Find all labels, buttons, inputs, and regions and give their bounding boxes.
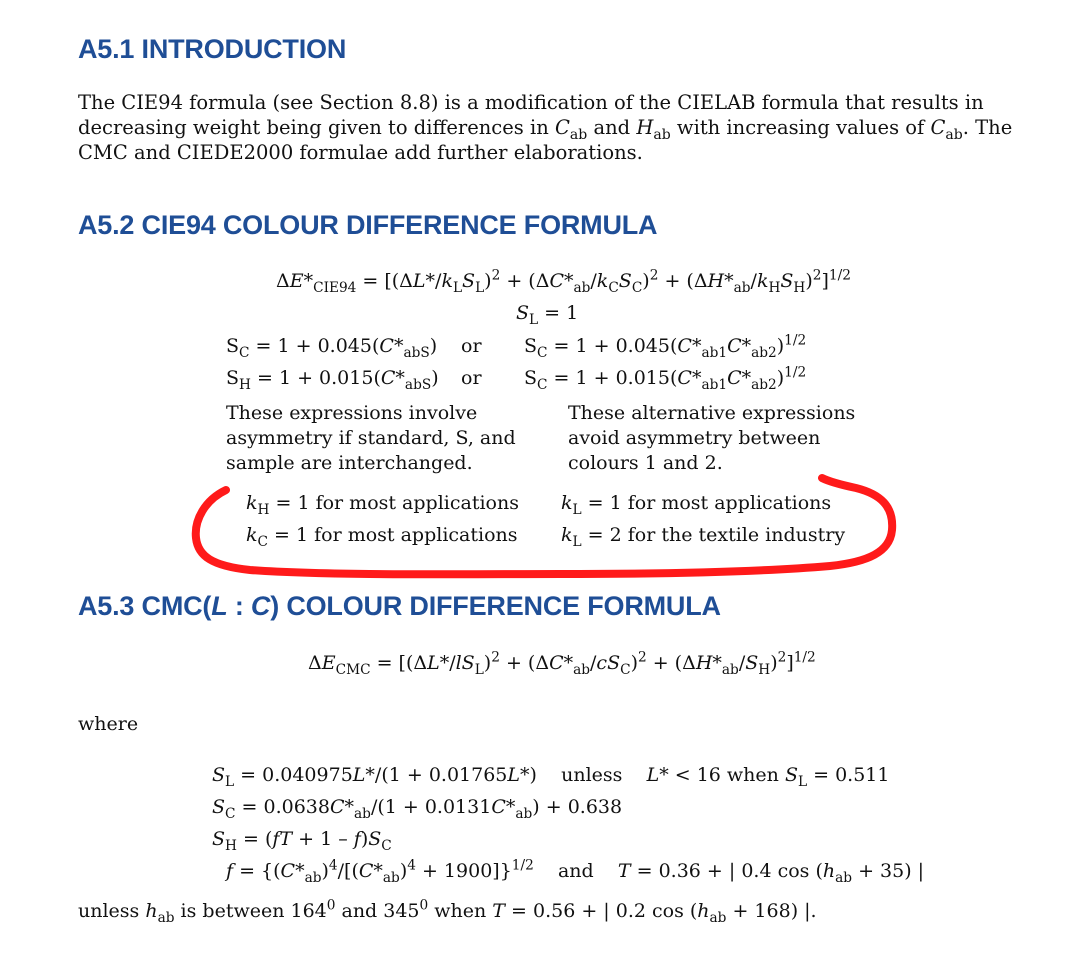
- intro-line-2: decreasing weight being given to differences in $C_{ab}$ and $H_{ab}$ with increasing values of $C_{ab}$. The: [78, 116, 1013, 143]
- kl-value-textile: $k_L = 2$ for the textile industry: [561, 524, 846, 550]
- cmc-f-t-equation: $f = \{(C*_{ab})^4/[(C*_{ab})^4 + 1900]\}^{1/2}$ and T = 0.36 + | 0.4 $\cos (h_{ab} + 35)$ |: [226, 857, 925, 886]
- or-label-1: or: [461, 335, 482, 357]
- asymmetry-note-left: These expressions involve asymmetry if standard, S, and sample are interchanged.: [226, 402, 516, 474]
- intro-line-3: CMC and CIEDE2000 formulae add further elaborations.: [78, 141, 643, 164]
- kl-value-general: $k_L = 1$ for most applications: [561, 492, 832, 518]
- cmc-sl-equation: $S_L = 0.040975L*/(1 + 0.01765L*)$ unless L* < 16 when $S_L = 0.511$: [212, 764, 890, 790]
- asymmetry-note-right: These alternative expressions avoid asymmetry between colours 1 and 2.: [568, 402, 856, 474]
- where-label: where: [78, 713, 139, 735]
- section-heading-cie94: A5.2 CIE94 COLOUR DIFFERENCE FORMULA: [78, 210, 658, 240]
- or-label-2: or: [461, 367, 482, 389]
- sh-equation-left: $S_H = 1 + 0.015(C*_{abS})$: [226, 367, 439, 393]
- sl-equation: $S_L = 1$: [516, 302, 579, 328]
- cmc-main-equation: $\Delta E_{CMC} = [(\Delta L*/lS_L)^2 + (\Delta C*_{ab}/cS_C)^2 + (\Delta H*_{ab}/S_H)^2]^{1/2}$: [308, 649, 816, 678]
- annotation-stroke: [196, 478, 892, 574]
- sh-equation-right: $S_C = 1 + 0.015(C*_{ab1}C*_{ab2})^{1/2}$: [524, 364, 807, 393]
- cmc-unless-hue-condition: unless $h_{ab}$ is between $164^0$ and $345^0$ when T = 0.56 + | 0.2 $\cos (h_{ab} + 168)$ |.: [78, 897, 817, 926]
- kc-value: $k_C = 1$ for most applications: [246, 524, 518, 550]
- cmc-sc-equation: $S_C = 0.0638C*_{ab}/(1 + 0.0131C*_{ab}) + 0.638$: [212, 796, 623, 822]
- kh-value: $k_H = 1$ for most applications: [246, 492, 519, 518]
- sc-equation-left: $S_C = 1 + 0.045(C*_{abS})$: [226, 335, 438, 361]
- section-heading-cmc: A5.3 CMC(L : C) COLOUR DIFFERENCE FORMULA: [78, 591, 721, 621]
- sc-equation-right: $S_C = 1 + 0.045(C*_{ab1}C*_{ab2})^{1/2}$: [524, 332, 807, 361]
- cmc-sh-equation: $S_H = (fT + 1 - f)S_C$: [212, 828, 392, 854]
- intro-line-1: The CIE94 formula (see Section 8.8) is a modification of the CIELAB formula that results in: [78, 91, 984, 114]
- cie94-main-equation: $\Delta E*_{CIE94} = [(\Delta L*/k_LS_L)^2 + (\Delta C*_{ab}/k_CS_C)^2 + (\Delta H*_{ab}/k_HS_H)^2]^{1/2}$: [276, 267, 851, 296]
- section-heading-introduction: A5.1 INTRODUCTION: [78, 34, 347, 64]
